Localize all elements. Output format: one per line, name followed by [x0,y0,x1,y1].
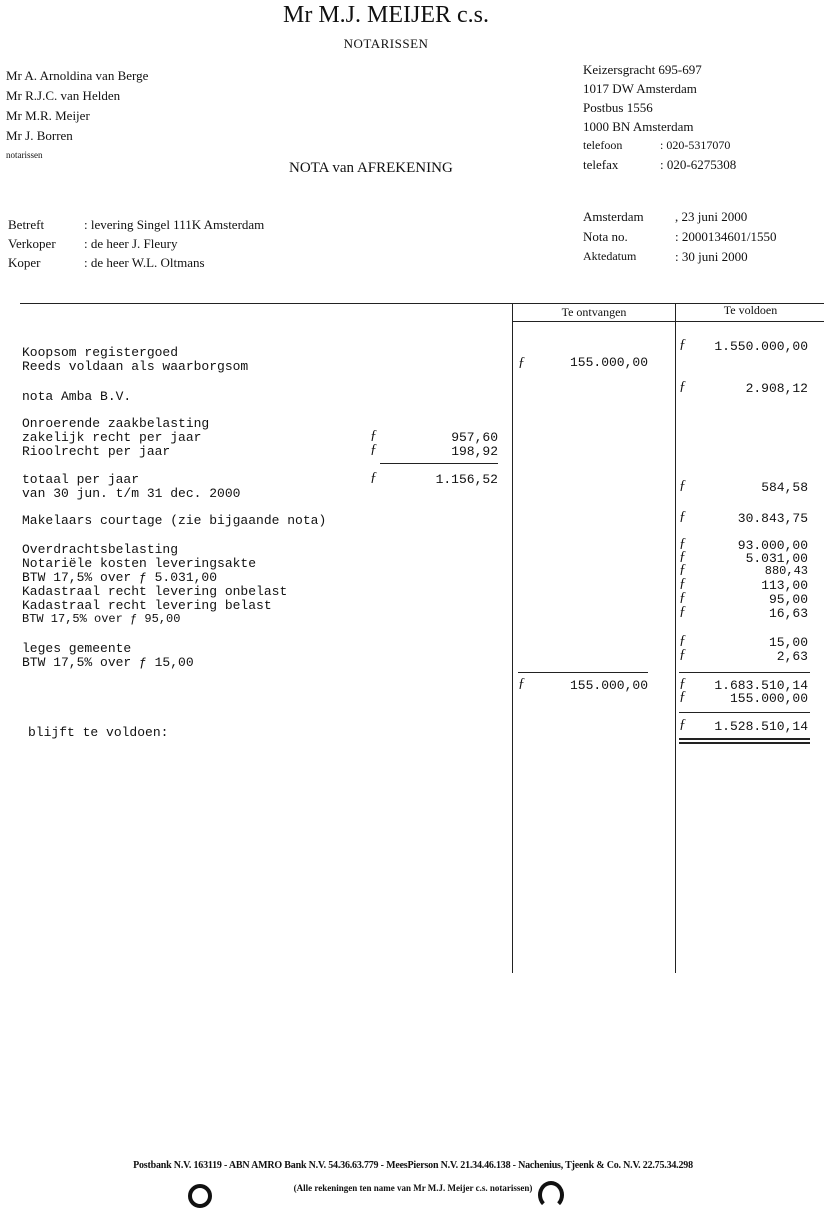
line-leges: leges gemeente [22,641,132,656]
receive-total-rule [518,672,648,673]
column-divider-receive [512,303,513,973]
amount-zakelijk: 957,60 [451,430,498,445]
currency-symbol: ƒ [679,689,686,704]
office-postbus-city: 1000 BN Amsterdam [583,119,694,134]
meta-aktedatum-value: : 30 juni 2000 [675,249,748,264]
footer-bank-accounts: Postbank N.V. 163119 - ABN AMRO Bank N.V. 54.36.63.779 - MeesPierson N.V. 21.34.46.138 - Nachenius, Tjeenk & Co. N.V. 22.75.34.298 [133,1160,693,1171]
office-postcode: 1017 DW Amsterdam [583,81,697,96]
currency-symbol: ƒ [679,478,686,493]
currency-symbol: ƒ [679,647,686,662]
currency-symbol: ƒ [679,590,686,605]
line-waarborgsom: Reeds voldaan als waarborgsom [22,359,249,374]
line-blijft-te-voldoen: blijft te voldoen: [28,725,169,740]
firm-name: Mr M.J. MEIJER c.s. [282,2,489,28]
subtotal-rule [380,463,498,464]
meta-nota-label: Nota no. [583,229,628,244]
meta-nota-value: : 2000134601/1550 [675,229,777,244]
column-divider-pay [675,303,676,973]
amount-notariele: 5.031,00 [745,551,808,566]
meta-betreft-label: Betreft [8,217,45,232]
currency-symbol: ƒ [370,428,377,443]
line-btw-1: BTW 17,5% over ƒ 5.031,00 [22,570,218,585]
currency-symbol: ƒ [370,442,377,457]
amount-btw-2: 16,63 [768,606,808,621]
amount-riool: 198,92 [451,444,498,459]
currency-symbol: ƒ [679,633,686,648]
amount-received-waarborg: 155.000,00 [569,355,648,370]
amount-kadaster-onbelast: 113,00 [761,578,808,593]
currency-symbol: ƒ [679,337,686,352]
amount-subtotaal: 1.683.510,14 [714,678,808,693]
currency-symbol: ƒ [679,536,686,551]
partner-1: Mr A. Arnoldina van Berge [6,68,149,83]
line-makelaar: Makelaars courtage (zie bijgaande nota) [22,513,327,528]
line-zakelijk: zakelijk recht per jaar [22,430,202,445]
scan-artifact-right [538,1181,564,1209]
line-overdracht: Overdrachtsbelasting [22,542,179,557]
meta-betreft-value: : levering Singel 111K Amsterdam [84,217,265,232]
currency-symbol: ƒ [679,562,686,577]
column-header-receive: Te ontvangen [561,305,627,319]
office-phone: : 020-5317070 [660,138,731,152]
currency-symbol: ƒ [679,717,686,732]
pay-subtotal-rule [679,672,810,673]
line-kadaster-onbelast: Kadastraal recht levering onbelast [22,584,288,599]
meta-koper-value: : de heer W.L. Oltmans [84,255,205,270]
amount-kadaster-belast: 95,00 [768,592,808,607]
amount-koopsom: 1.550.000,00 [714,339,808,354]
currency-symbol: ƒ [679,509,686,524]
meta-koper-label: Koper [8,255,41,270]
office-phone-label: telefoon [583,138,623,152]
amount-received-total: 155.000,00 [569,678,648,693]
currency-symbol: ƒ [370,470,377,485]
meta-aktedatum-label: Aktedatum [583,249,637,263]
pay-total-rule [679,712,810,713]
column-header-pay: Te voldoen [723,303,778,317]
partner-3: Mr M.R. Meijer [6,108,90,123]
amount-minus-ontvangen: 155.000,00 [729,691,808,706]
currency-symbol: ƒ [679,549,686,564]
currency-symbol: ƒ [679,676,686,691]
amount-makelaar: 30.843,75 [737,511,808,526]
line-ozb: Onroerende zaakbelasting [22,416,210,431]
line-totaal: totaal per jaar [22,472,140,487]
total-double-rule [679,742,810,744]
currency-symbol: ƒ [679,379,686,394]
partner-2: Mr R.J.C. van Helden [6,88,121,103]
partners-label: notarissen [6,150,43,160]
amount-btw-3: 2,63 [776,649,808,664]
line-kadaster-belast: Kadastraal recht levering belast [22,598,272,613]
currency-symbol: ƒ [679,604,686,619]
currency-symbol: ƒ [679,576,686,591]
line-notariele: Notariële kosten leveringsakte [22,556,257,571]
amount-overdracht: 93.000,00 [737,538,808,553]
line-btw-3: BTW 17,5% over ƒ 15,00 [22,655,194,670]
line-riool: Rioolrecht per jaar [22,444,171,459]
amount-amba: 2.908,12 [745,381,808,396]
firm-subtitle: NOTARISSEN [343,36,429,51]
currency-symbol: ƒ [518,355,525,370]
partner-4: Mr J. Borren [6,128,73,143]
table-header-rule [512,321,824,322]
meta-verkoper-label: Verkoper [8,236,56,251]
meta-place-label: Amsterdam [583,209,644,224]
office-street: Keizersgracht 695-697 [583,62,702,77]
meta-date-value: , 23 juni 2000 [675,209,748,224]
total-double-rule [679,738,810,740]
office-fax: : 020-6275308 [660,157,737,172]
line-koopsom: Koopsom registergoed [22,345,179,360]
meta-verkoper-value: : de heer J. Fleury [84,236,178,251]
amount-totaal-per-jaar: 1.156,52 [435,472,498,487]
amount-btw-1: 880,43 [764,564,808,578]
line-periode: van 30 jun. t/m 31 dec. 2000 [22,486,241,501]
amount-blijft-te-voldoen: 1.528.510,14 [714,719,808,734]
amount-periode: 584,58 [761,480,808,495]
line-amba: nota Amba B.V. [22,389,132,404]
office-postbus: Postbus 1556 [583,100,653,115]
amount-leges: 15,00 [768,635,808,650]
footer-note: (Alle rekeningen ten name van Mr M.J. Meijer c.s. notarissen) [293,1183,533,1193]
currency-symbol: ƒ [518,676,525,691]
document-title: NOTA van AFREKENING [289,160,453,176]
line-btw-2: BTW 17,5% over ƒ 95,00 [22,612,181,626]
office-fax-label: telefax [583,157,619,172]
